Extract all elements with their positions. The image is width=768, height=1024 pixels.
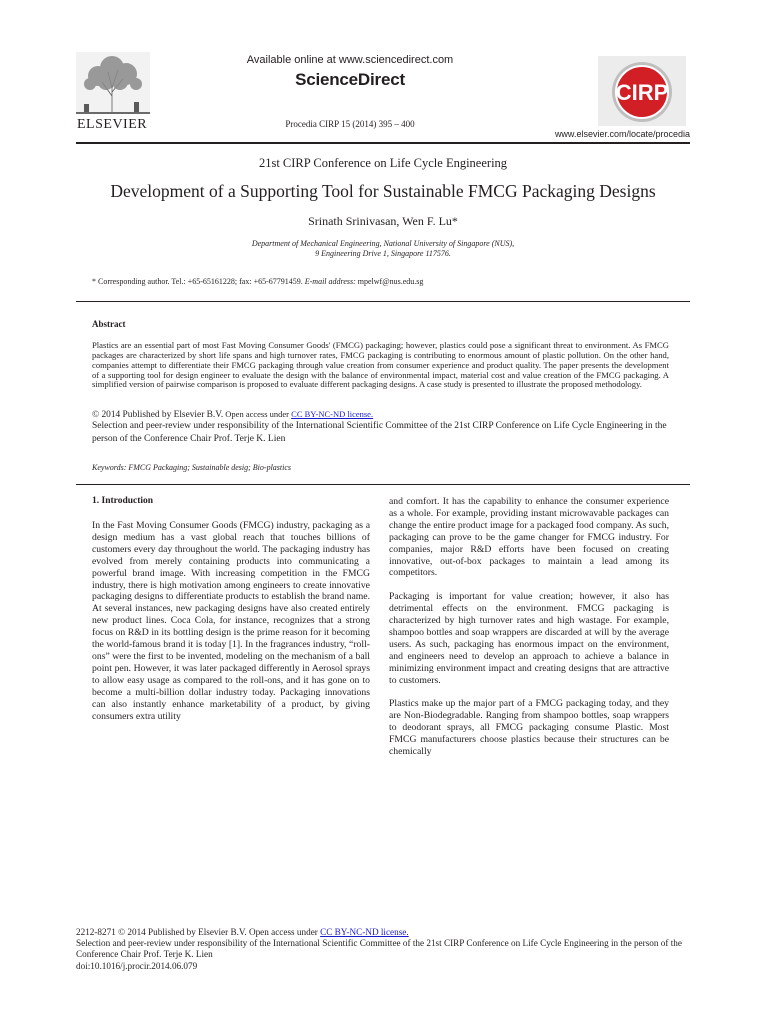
- journal-url-link[interactable]: www.elsevier.com/locate/procedia: [554, 129, 690, 139]
- available-online-link[interactable]: Available online at www.sciencedirect.com: [246, 54, 454, 66]
- intro-paragraph-2: and comfort. It has the capability to enhance the consumer experience as a whole. For example, providing instant microwavable packages can change the entire product image for a packaged food company. As such, packaging can prove to be the game changer for FMCG industry. For companies, major R&D efforts have been focused on creating innovative, out-of-box packages to maintain a lead among its competitors.: [389, 496, 669, 579]
- copyright-text: © 2014 Published by Elsevier B.V.: [92, 410, 224, 420]
- abstract-copyright: [92, 409, 373, 420]
- introduction-heading: 1. Introduction: [92, 496, 154, 506]
- footer-issn: 2212-8271 © 2014 Published by Elsevier B.V.: [76, 927, 247, 937]
- cirp-logo-text: CIRP: [615, 80, 669, 105]
- footer-copyright: [76, 927, 696, 938]
- abstract-heading: Abstract: [92, 319, 126, 329]
- abstract-text: Plastics are an essential part of most Fast Moving Consumer Goods' (FMCG) packaging; however, plastics could pose a significant threat to environment. As FMCG packages are characterized by short life spans and high turnover rates, FMCG packaging is contributing to enormous amount of plastic pollution. On the other hand, companies attempt to differentiate their FMCG packaging through value creation from consumer experience and product quality. The paper presents the development of a supporting tool for design engineer to evaluate the design with the balance of environmental impact, material cost and value creation of the FMCG packaging. A simplified version of pairwise comparison is proposed to evaluate different packaging designs. A case study is presented to illustrate the proposed methodology.: [92, 340, 669, 390]
- header-divider: [76, 142, 690, 144]
- right-column: [389, 496, 669, 770]
- footer-review: Selection and peer-review under responsibility of the International Scientific Committee of the 21st CIRP Conference on Life Cycle Engineering in the person of the Conference Chair Prof. Terje K. Lien: [76, 938, 682, 960]
- footer-doi[interactable]: doi:10.1016/j.procir.2014.06.079: [76, 960, 198, 971]
- footer-open-access: Open access under: [246, 927, 321, 937]
- body-top-divider: [76, 484, 690, 485]
- sciencedirect-title[interactable]: ScienceDirect: [295, 70, 405, 89]
- affiliation-line-2: 9 Engineering Drive 1, Singapore 117576.: [315, 249, 451, 258]
- authors: Srinath Srinivasan, Wen F. Lu*: [308, 214, 458, 228]
- cirp-logo: [598, 56, 686, 126]
- keywords: Keywords: FMCG Packaging; Sustainable desig; Bio-plastics: [92, 463, 292, 472]
- footer-license-link[interactable]: CC BY-NC-ND license.: [320, 927, 409, 937]
- corresponding-author: [92, 277, 423, 286]
- journal-reference: Procedia CIRP 15 (2014) 395 – 400: [285, 119, 415, 129]
- intro-paragraph-3: Packaging is important for value creation; however, it also has detrimental effects on the environment. FMCG packaging is characterized by high turnover rates and high wastage. For example, shampoo bottles and soap wrappers are discarded at will by the average users. As such, packaging has enormous impact on the environment, and engineers need to develop an approach to achieve a balance in minimizing environment impact and creating designs that are attractive to customers.: [389, 591, 669, 686]
- intro-paragraph-4: Plastics make up the major part of a FMCG packaging today, and they are Non-Biodegradable. Ranging from shampoo bottles, soap wrappers to deodorant sprays, all FMCG packaging consume Plastic. Most FMCG manufacturers choose plastics because their structures can be chemically: [389, 698, 669, 757]
- email-address[interactable]: mpelwf@nus.edu.sg: [357, 277, 424, 286]
- open-access-text: Open access under: [223, 409, 292, 419]
- elsevier-wordmark: ELSEVIER: [77, 117, 148, 132]
- license-link[interactable]: CC BY-NC-ND license.: [291, 409, 374, 419]
- intro-paragraph-1: In the Fast Moving Consumer Goods (FMCG) industry, packaging as a design medium has a vast global reach that touches billions of customers every day throughout the world. The packaging industry has evolved from merely containing products into communicating a powerful brand image. With increasing competition in the FMCG industry, there is high motivation among engineers to create innovative packaging designs to differentiate products to establish the brand name. At several instances, new packaging designs have also created entirely new product lines. Coca Cola, for instance, recognizes that a strong focus on R&D in its bottling design is the prime reason for it becoming the world-famous brand it is today [1]. In the fragrances industry, “roll-ons” were the first to be invented, modeling on the mechanism of a ball point pen. However, it was later packaged differently in Aerosol sprays to allow easy usage as compared to the roll-ons, and it has gone on to become a multi-billion dollar industry today. Packaging innovations can also instantly enhance marketability of a product, by giving consumers extra utility: [92, 520, 370, 722]
- paper-title: Development of a Supporting Tool for Sustainable FMCG Packaging Designs: [110, 181, 656, 201]
- page-footer: [76, 927, 696, 972]
- peer-review-statement: Selection and peer-review under responsibility of the International Scientific Committee of the 21st CIRP Conference on Life Cycle Engineering in the person of the Conference Chair Prof. Terje K. Lien: [92, 421, 667, 444]
- abstract-top-divider: [76, 301, 690, 302]
- corresponding-contact: * Corresponding author. Tel.: +65-65161228; fax: +65-67791459.: [92, 277, 303, 286]
- left-column: [92, 520, 370, 734]
- affiliation-line-1: Department of Mechanical Engineering, National University of Singapore (NUS),: [251, 239, 515, 248]
- email-label: E-mail address:: [304, 277, 356, 286]
- conference-name: 21st CIRP Conference on Life Cycle Engineering: [258, 156, 508, 170]
